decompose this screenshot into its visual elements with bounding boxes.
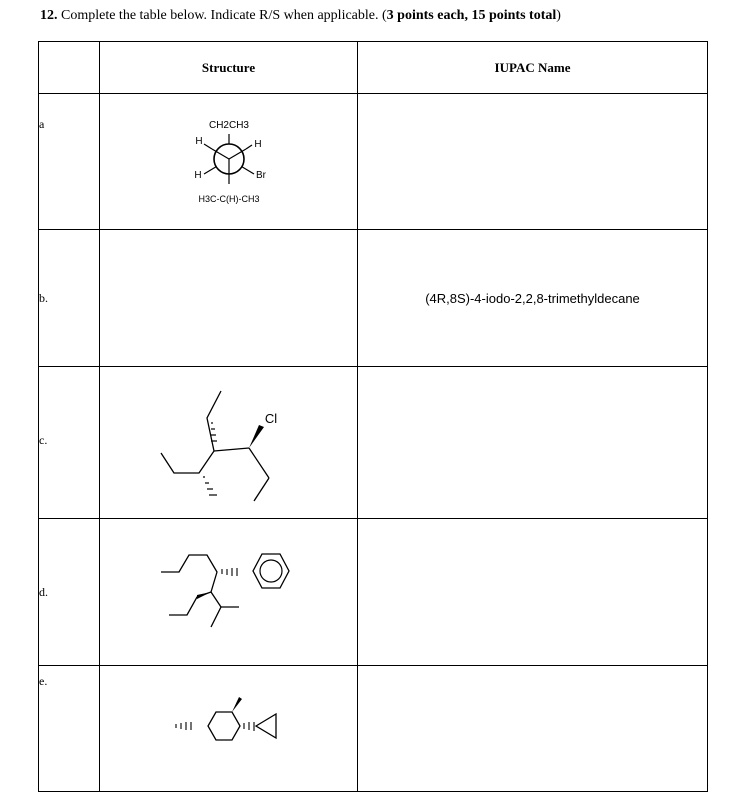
- row-label: c.: [39, 432, 48, 447]
- label-h-left: H: [193, 169, 202, 181]
- structure-cell: [100, 666, 358, 792]
- skeletal-structure-d: [159, 547, 299, 637]
- header-row: [39, 42, 708, 94]
- iupac-name-cell[interactable]: [358, 519, 708, 666]
- label-isopropyl: H3C-C(H)-CH3: [198, 193, 259, 204]
- row-label-cell: [39, 367, 100, 519]
- skeletal-structure-e: [164, 694, 294, 764]
- iupac-name-cell[interactable]: [358, 666, 708, 792]
- answer-table: [38, 41, 708, 792]
- question-number: 12.: [40, 8, 58, 23]
- newman-projection: [174, 112, 284, 212]
- question-prompt: [40, 8, 561, 24]
- table-row-a: [39, 94, 708, 230]
- table-row-e: [39, 666, 708, 792]
- iupac-name-cell[interactable]: [358, 94, 708, 230]
- label-br: Br: [255, 169, 266, 181]
- row-label: d.: [39, 584, 48, 599]
- label-h-top-left: H: [194, 135, 203, 147]
- row-label: a: [39, 116, 45, 131]
- structure-cell: [100, 519, 358, 666]
- row-label-cell: [39, 666, 100, 792]
- iupac-name-cell: (4R,8S)-4-iodo-2,2,8-trimethyldecane: [358, 230, 708, 367]
- table-row-d: [39, 519, 708, 666]
- row-label-cell: [39, 94, 100, 230]
- skeletal-structure-c: [159, 383, 299, 503]
- header-iupac-name: IUPAC Name: [358, 42, 708, 94]
- question-text: Complete the table below. Indicate R/S when applicable. (: [61, 8, 387, 23]
- header-structure: Structure: [100, 42, 358, 94]
- label-h-top-right: H: [253, 138, 262, 150]
- row-label-cell: [39, 230, 100, 367]
- table-row-c: [39, 367, 708, 519]
- row-label: b.: [39, 290, 48, 305]
- question-points: 3 points each, 15 points total: [386, 8, 557, 23]
- label-chlorine: Cl: [264, 410, 277, 426]
- iupac-name-cell[interactable]: [358, 367, 708, 519]
- structure-cell[interactable]: [100, 230, 358, 367]
- row-label-cell: [39, 519, 100, 666]
- label-ethyl: CH2CH3: [208, 119, 249, 131]
- structure-cell: [100, 367, 358, 519]
- row-label: e.: [39, 673, 48, 688]
- table-row-b: [39, 230, 708, 367]
- structure-cell: [100, 94, 358, 230]
- question-close: ): [556, 8, 561, 23]
- header-blank: [39, 42, 100, 94]
